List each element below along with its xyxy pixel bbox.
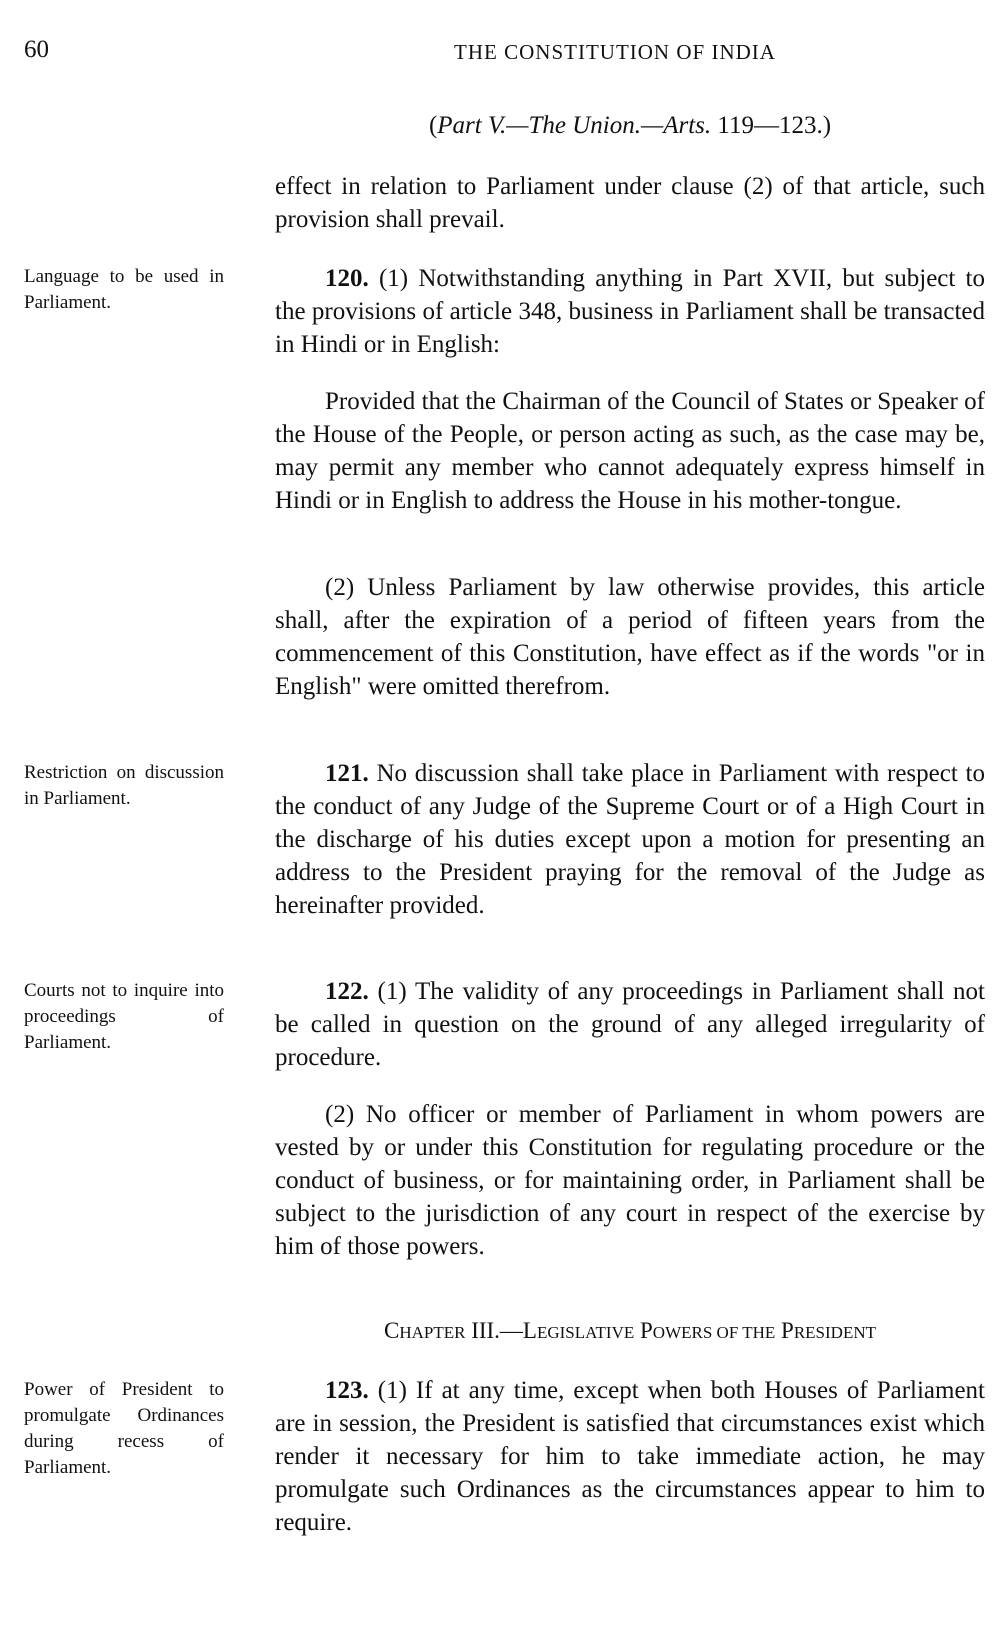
article-120-proviso-text: Provided that the Chairman of the Council of States or Speaker of the House of the People, or person acting as such, as the case may be, may permit any member who cannot adequately express himself in Hindi or in English to address the House in his mother-tongue.: [275, 388, 985, 514]
article-120-clause-2-text: (2) Unless Parliament by law otherwise provides, this article shall, after the expiration of a period of fifteen years from the commencement of this Constitution, have effect as if the words "or in English" were omitted therefrom.: [275, 574, 985, 700]
article-120-proviso: [275, 385, 985, 517]
chapter-c3: III.—L: [465, 1318, 537, 1343]
article-123-clause-1: [275, 1374, 985, 1539]
article-123-number: 123.: [325, 1377, 369, 1404]
chapter-c2: HAPTER: [399, 1323, 466, 1342]
article-121-text: No discussion shall take place in Parliament with respect to the conduct of any Judge of the Supreme Court or of a High Court in the discharge of his duties except upon a motion for presenting an address to the President praying for the removal of the Judge as hereinafter provided.: [275, 760, 985, 919]
article-120: [275, 262, 985, 361]
page-number: 60: [24, 36, 49, 63]
article-122-clause-2-text: (2) No officer or member of Parliament in whom powers are vested by or under this Constitution for regulating procedure or the conduct of business, or for maintaining order, in Parliament shall be subject to the jurisdiction of any court in respect of the exercise by him of those powers.: [275, 1101, 985, 1260]
margin-note-121: Restriction on discussion in Parliament.: [24, 762, 224, 809]
margin-note-122: Courts not to inquire into proceedings of Parliament.: [24, 980, 224, 1053]
article-122: [275, 975, 985, 1074]
chapter-heading: [275, 1318, 985, 1344]
margin-note-123: Power of President to promulgate Ordinances during recess of Parliament.: [24, 1379, 224, 1478]
article-122-number: 122.: [325, 978, 369, 1005]
part-heading-open: (: [428, 112, 438, 139]
chapter-c6: OWERS OF THE: [652, 1323, 776, 1342]
article-122-clause-2: [275, 1098, 985, 1263]
article-120-clause-1: [275, 262, 985, 361]
chapter-c7: P: [775, 1318, 794, 1343]
article-121-text-block: [275, 757, 985, 922]
article-121-number: 121.: [325, 760, 369, 787]
article-121: [275, 757, 985, 922]
article-123: [275, 1374, 985, 1539]
margin-note-120: Language to be used in Parliament.: [24, 266, 224, 313]
article-123-clause-1-text: (1) If at any time, except when both Houses of Parliament are in session, the President is satisfied that circumstances exist which render it necessary for him to take immediate action, he may promulgate such Ordinances as the circumstances appear to him to require.: [275, 1377, 985, 1536]
chapter-c1: C: [383, 1318, 400, 1343]
continuation-paragraph: [275, 170, 985, 236]
continuation-text: effect in relation to Parliament under clause (2) of that article, such provision shall prevail.: [275, 173, 985, 233]
article-122-clause-1-text: (1) The validity of any proceedings in Parliament shall not be called in question on the ground of any alleged irregularity of procedure.: [275, 978, 985, 1071]
chapter-c8: RESIDENT: [793, 1323, 876, 1342]
running-title: THE CONSTITUTION OF INDIA: [454, 40, 776, 64]
part-heading-range: 119—123.): [711, 112, 832, 139]
article-120-clause-1-text: (1) Notwithstanding anything in Part XVII, but subject to the provisions of article 348, business in Parliament shall be transacted in Hindi or in English:: [275, 265, 985, 358]
chapter-c4: EGISLATIVE: [536, 1323, 635, 1342]
article-120-number: 120.: [325, 265, 369, 292]
part-heading: [275, 112, 985, 140]
article-122-clause-1: [275, 975, 985, 1074]
part-heading-italic: Part V.—The Union.—Arts.: [437, 112, 712, 139]
chapter-c5: P: [634, 1318, 653, 1343]
article-120-clause-2: [275, 571, 985, 703]
